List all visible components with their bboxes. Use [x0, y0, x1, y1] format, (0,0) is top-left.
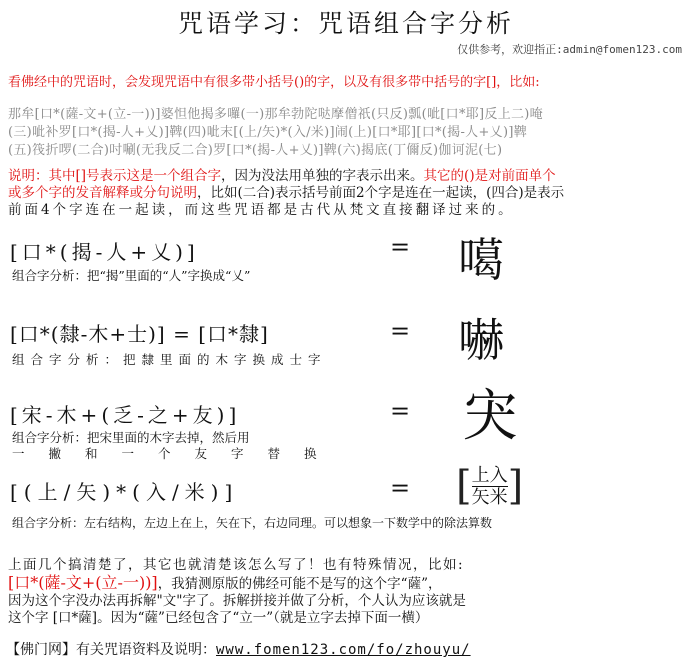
example-3-analysis-line-1: 组合字分析：把宋里面的木字去掉，然后用 — [12, 430, 250, 445]
bottom-line-3: 因为这个字没办法再拆解"文"字了。拆解拼接并做了分析，个人认为应该就是 — [8, 593, 466, 609]
bottom-line-4: 这个字 [口*薩]。因为“薩”已经包含了“立一”（就是立字去掉下面一横） — [8, 610, 429, 626]
example-3-analysis-line-2: 一撇和一个友字替换 — [12, 446, 341, 461]
right-bracket-icon: ] — [507, 463, 524, 509]
example-1-equals: = — [390, 233, 411, 261]
footer-link[interactable]: www.fomen123.com/fo/zhouyu/ — [216, 642, 471, 658]
stacked-glyph: 上入 矢米 — [471, 464, 508, 508]
example-4-formula: [(上/矢)*(入/米)] — [10, 480, 239, 504]
example-4-equals: = — [390, 474, 411, 502]
example-2-result: 嚇 — [458, 313, 504, 367]
example-2-analysis: 组合字分析：把隸里面的木字换成士字 — [12, 352, 327, 367]
footer-label: 【佛门网】有关咒语资料及说明： — [6, 642, 216, 658]
note-line-3: 前面4个字连在一起读，而这些咒语都是古代从梵文直接翻译过来的。 — [8, 202, 515, 218]
page-title: 咒语学习：咒语组合字分析 — [177, 9, 514, 38]
example-2-equals: = — [390, 317, 411, 345]
example-2-formula: [口*(隸-木+士)] = [口*隸] — [10, 322, 269, 346]
mantra-line-2: (三)呲补罗[口*(揭-人+乂)]鞞(四)呲末[(上/矢)*(入/米)]闹(上)[口*耶][口*(揭-人+乂)]鞞 — [8, 125, 528, 140]
example-1-analysis: 组合字分析：把“揭”里面的“人”字换成“乂” — [12, 268, 251, 283]
example-1-result: 噶 — [458, 233, 504, 287]
note-line-1: 说明：其中[]号表示这是一个组合字，因为没法用单独的字表示出来。其它的()是对前面单个 — [8, 168, 556, 184]
intro-text: 看佛经中的咒语时，会发现咒语中有很多带小括号()的字，以及有很多带中括号的字[]，比如: — [8, 75, 540, 90]
example-1-formula: [口*(揭-人+乂)] — [10, 240, 199, 264]
example-3-formula: [宋-木+(乏-之+友)] — [10, 403, 241, 427]
note-line-2: 或多个字的发音解释或分句说明，比如(二合)表示括号前面2个字是连在一起读，(四合)是表示 — [8, 185, 565, 201]
example-4-result — [456, 464, 523, 508]
example-3-equals: = — [390, 397, 411, 425]
mantra-line-1: 那牟[口*(薩-文+(立-一))]婆怛他揭多囉(一)那牟勃陀哒摩僧祇(只反)瓢(呲[口*耶]反上二)唵 — [8, 107, 543, 122]
example-3-result: 宊 — [462, 384, 518, 449]
mantra-line-3: (五)筏折啰(二合)吋唰(无我反二合)罗[口*(揭-人+乂)]鞞(六)揭底(丁儞反)伽诃泥(七) — [8, 143, 503, 158]
bottom-line-2: [口*(薩-文+(立-一))]，我猜测原版的佛经可能不是写的这个字“薩”， — [8, 573, 442, 592]
bottom-line-1: 上面几个搞清楚了，其它也就清楚该怎么写了！也有特殊情况，比如: — [8, 557, 465, 573]
left-bracket-icon: [ — [456, 463, 472, 509]
contact-note: 仅供参考，欢迎指正:admin@fomen123.com — [457, 43, 682, 56]
footer — [6, 639, 471, 659]
example-4-analysis: 组合字分析：左右结构，左边上在上，矢在下，右边同理。可以想象一下数学中的除法算数 — [12, 516, 493, 530]
